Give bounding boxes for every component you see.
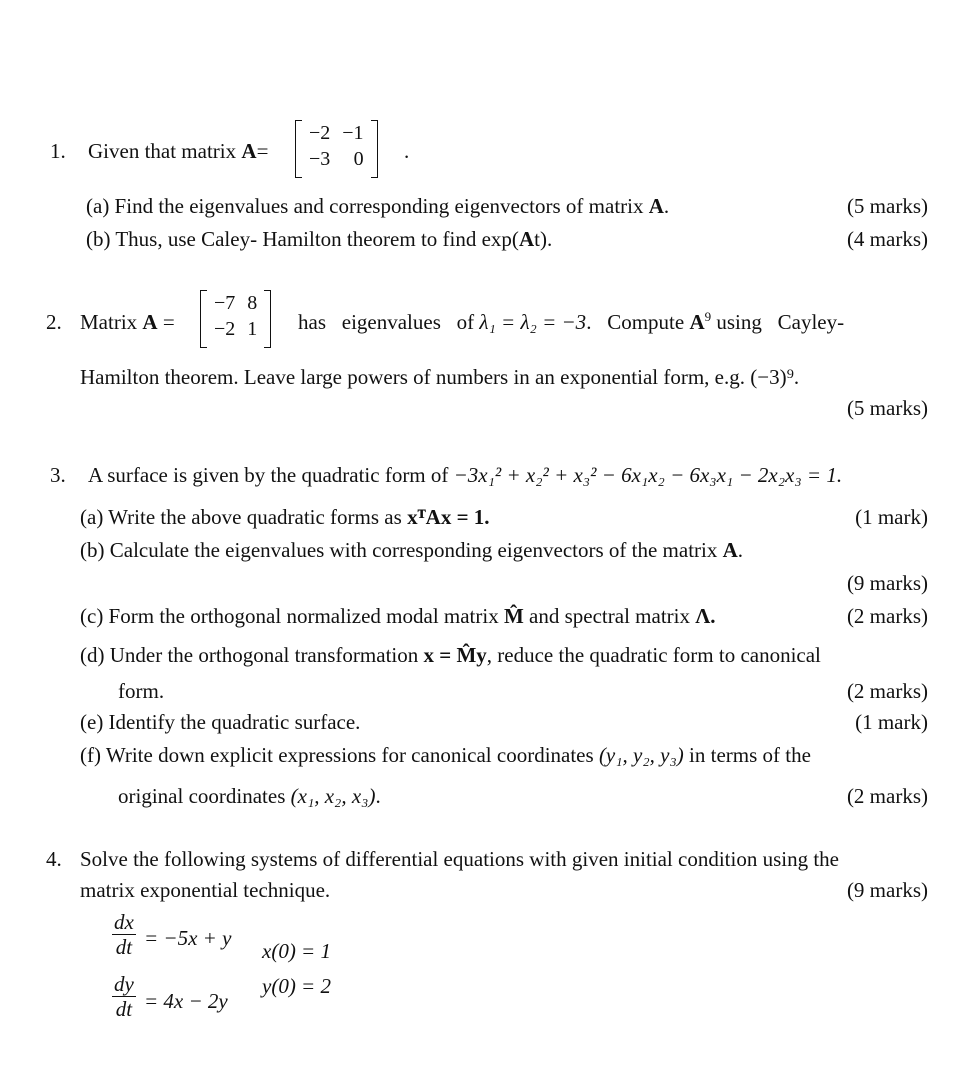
- q3-intro-text: A surface is given by the quadratic form of: [88, 463, 449, 487]
- q4-marks: (9 marks): [846, 878, 928, 902]
- q3-f-text2: in terms of the: [689, 743, 811, 767]
- q2-power-exp: 9: [704, 309, 712, 324]
- q4-number: 4.: [46, 847, 62, 871]
- q4-line1: Solve the following systems of differential equations with given initial condition using the: [80, 847, 840, 871]
- q1-a-symbol: A: [648, 194, 664, 218]
- q3-number: 3.: [50, 463, 66, 487]
- q3-d-text1: (d) Under the orthogonal transformation: [80, 643, 419, 667]
- q1-matrix-symbol: A: [241, 139, 257, 163]
- q4-eq2-num: dy: [114, 972, 134, 996]
- q3-part-d: [80, 642, 821, 668]
- q3-e-text: (e) Identify the quadratic surface.: [80, 710, 361, 734]
- q2-matrix: [200, 290, 271, 348]
- q3-f-text1: (f) Write down explicit expressions for canonical coordinates: [80, 743, 594, 767]
- q4-eq1-derivative: [112, 910, 136, 959]
- q2-matrix-cell: −2: [214, 318, 236, 340]
- q1-matrix-cell: −1: [342, 122, 364, 144]
- q1-matrix: [295, 120, 378, 178]
- q4-ic1: x(0) = 1: [262, 939, 331, 963]
- q2-intro: [80, 309, 175, 335]
- q1-b-end: ).: [539, 227, 553, 251]
- q4-ic2: y(0) = 2: [262, 974, 331, 998]
- q1-part-a: [86, 193, 669, 219]
- q2-line2: Hamilton theorem. Leave large powers of numbers in an exponential form, e.g. (−3)⁹.: [80, 365, 800, 389]
- q2-line1-rest: [298, 309, 844, 335]
- q3-d-text2: , reduce the quadratic form to canonical: [486, 643, 821, 667]
- q3-part-b: [80, 537, 743, 563]
- q1-part-b: [86, 226, 552, 252]
- q4-eq1-rhs: = −5x + y: [144, 926, 232, 950]
- q4-eq2-rhs: = 4x − 2y: [144, 989, 228, 1013]
- q2-power-base: A: [689, 310, 705, 334]
- q3-a-marks: (1 mark): [855, 505, 928, 529]
- q3-b-end: .: [737, 538, 744, 562]
- q4-eq2-derivative: [112, 972, 136, 1021]
- q2-matrix-symbol: A: [142, 310, 158, 334]
- q2-eigenvalues: λ₁ = λ₂ = −3: [479, 310, 587, 334]
- q1-b-t: t: [534, 227, 540, 251]
- q2-equals: =: [162, 310, 175, 334]
- q3-c-sym2: Λ.: [695, 604, 716, 628]
- q1-number: 1.: [50, 139, 66, 163]
- q3-quadratic-form: −3x₁² + x₂² + x₃² − 6x₁x₂ − 6x₃x₁ − 2x₂x₃ = 1.: [453, 463, 843, 487]
- q3-f-marks: (2 marks): [846, 784, 928, 808]
- q4-line2: matrix exponential technique.: [80, 878, 331, 902]
- q2-text2: . Compute: [586, 310, 685, 334]
- q1-a-text: (a) Find the eigenvalues and corresponding eigenvectors of matrix: [86, 194, 644, 218]
- q3-f-line2-wrap: [118, 783, 381, 809]
- q1-a-marks: (5 marks): [846, 194, 928, 218]
- q3-c-sym1: M̂: [503, 604, 524, 628]
- q1-intro-text: Given that matrix: [88, 139, 237, 163]
- q3-f-coords1: (y₁, y₂, y₃): [598, 743, 684, 767]
- q1-b-bold: A: [518, 227, 535, 251]
- q3-d-marks: (2 marks): [846, 679, 928, 703]
- q4-eq1-den: dt: [115, 935, 133, 959]
- q1-matrix-cell: −2: [309, 122, 331, 144]
- q2-matrix-cell: 1: [247, 318, 258, 340]
- q2-matrix-cell: 8: [247, 292, 258, 314]
- q1-period: .: [404, 139, 410, 163]
- q3-b-text: (b) Calculate the eigenvalues with corresponding eigenvectors of the matrix: [80, 538, 718, 562]
- q2-number: 2.: [46, 310, 62, 334]
- q1-matrix-cell: −3: [309, 148, 331, 170]
- q3-a-text: (a) Write the above quadratic forms as: [80, 505, 402, 529]
- q3-f-line2: original coordinates: [118, 784, 286, 808]
- q3-intro: [88, 462, 842, 488]
- q2-text1: has eigenvalues of: [298, 310, 475, 334]
- q2-intro-text: Matrix: [80, 310, 138, 334]
- q3-f-end: .: [375, 784, 381, 808]
- q3-d-line2: form.: [118, 679, 165, 703]
- q4-eq1-num: dx: [114, 910, 134, 934]
- q3-c-text2: and spectral matrix: [529, 604, 690, 628]
- q1-b-marks: (4 marks): [846, 227, 928, 251]
- q4-eq2-den: dt: [115, 997, 133, 1021]
- q1-a-end: .: [663, 194, 670, 218]
- q3-e-marks: (1 mark): [855, 710, 928, 734]
- q1-intro: [88, 138, 268, 164]
- q1-equals: =: [256, 139, 269, 163]
- q3-part-f: [80, 742, 811, 768]
- q3-c-marks: (2 marks): [846, 604, 928, 628]
- q3-d-expr: x = M̂y: [423, 643, 487, 667]
- q3-f-coords2: (x₁, x₂, x₃): [290, 784, 376, 808]
- q1-matrix-cell: 0: [353, 148, 364, 170]
- q2-marks: (5 marks): [846, 396, 928, 420]
- q3-a-expr: xᵀAx = 1.: [407, 505, 490, 529]
- q1-b-text: (b) Thus, use Caley- Hamilton theorem to find exp(: [86, 227, 519, 251]
- q3-c-text1: (c) Form the orthogonal normalized modal matrix: [80, 604, 499, 628]
- q2-matrix-cell: −7: [214, 292, 236, 314]
- q3-part-a: [80, 504, 490, 530]
- q2-text3: using Cayley-: [716, 310, 845, 334]
- q3-b-symbol: A: [722, 538, 738, 562]
- q3-part-c: [80, 603, 716, 629]
- q3-b-marks: (9 marks): [846, 571, 928, 595]
